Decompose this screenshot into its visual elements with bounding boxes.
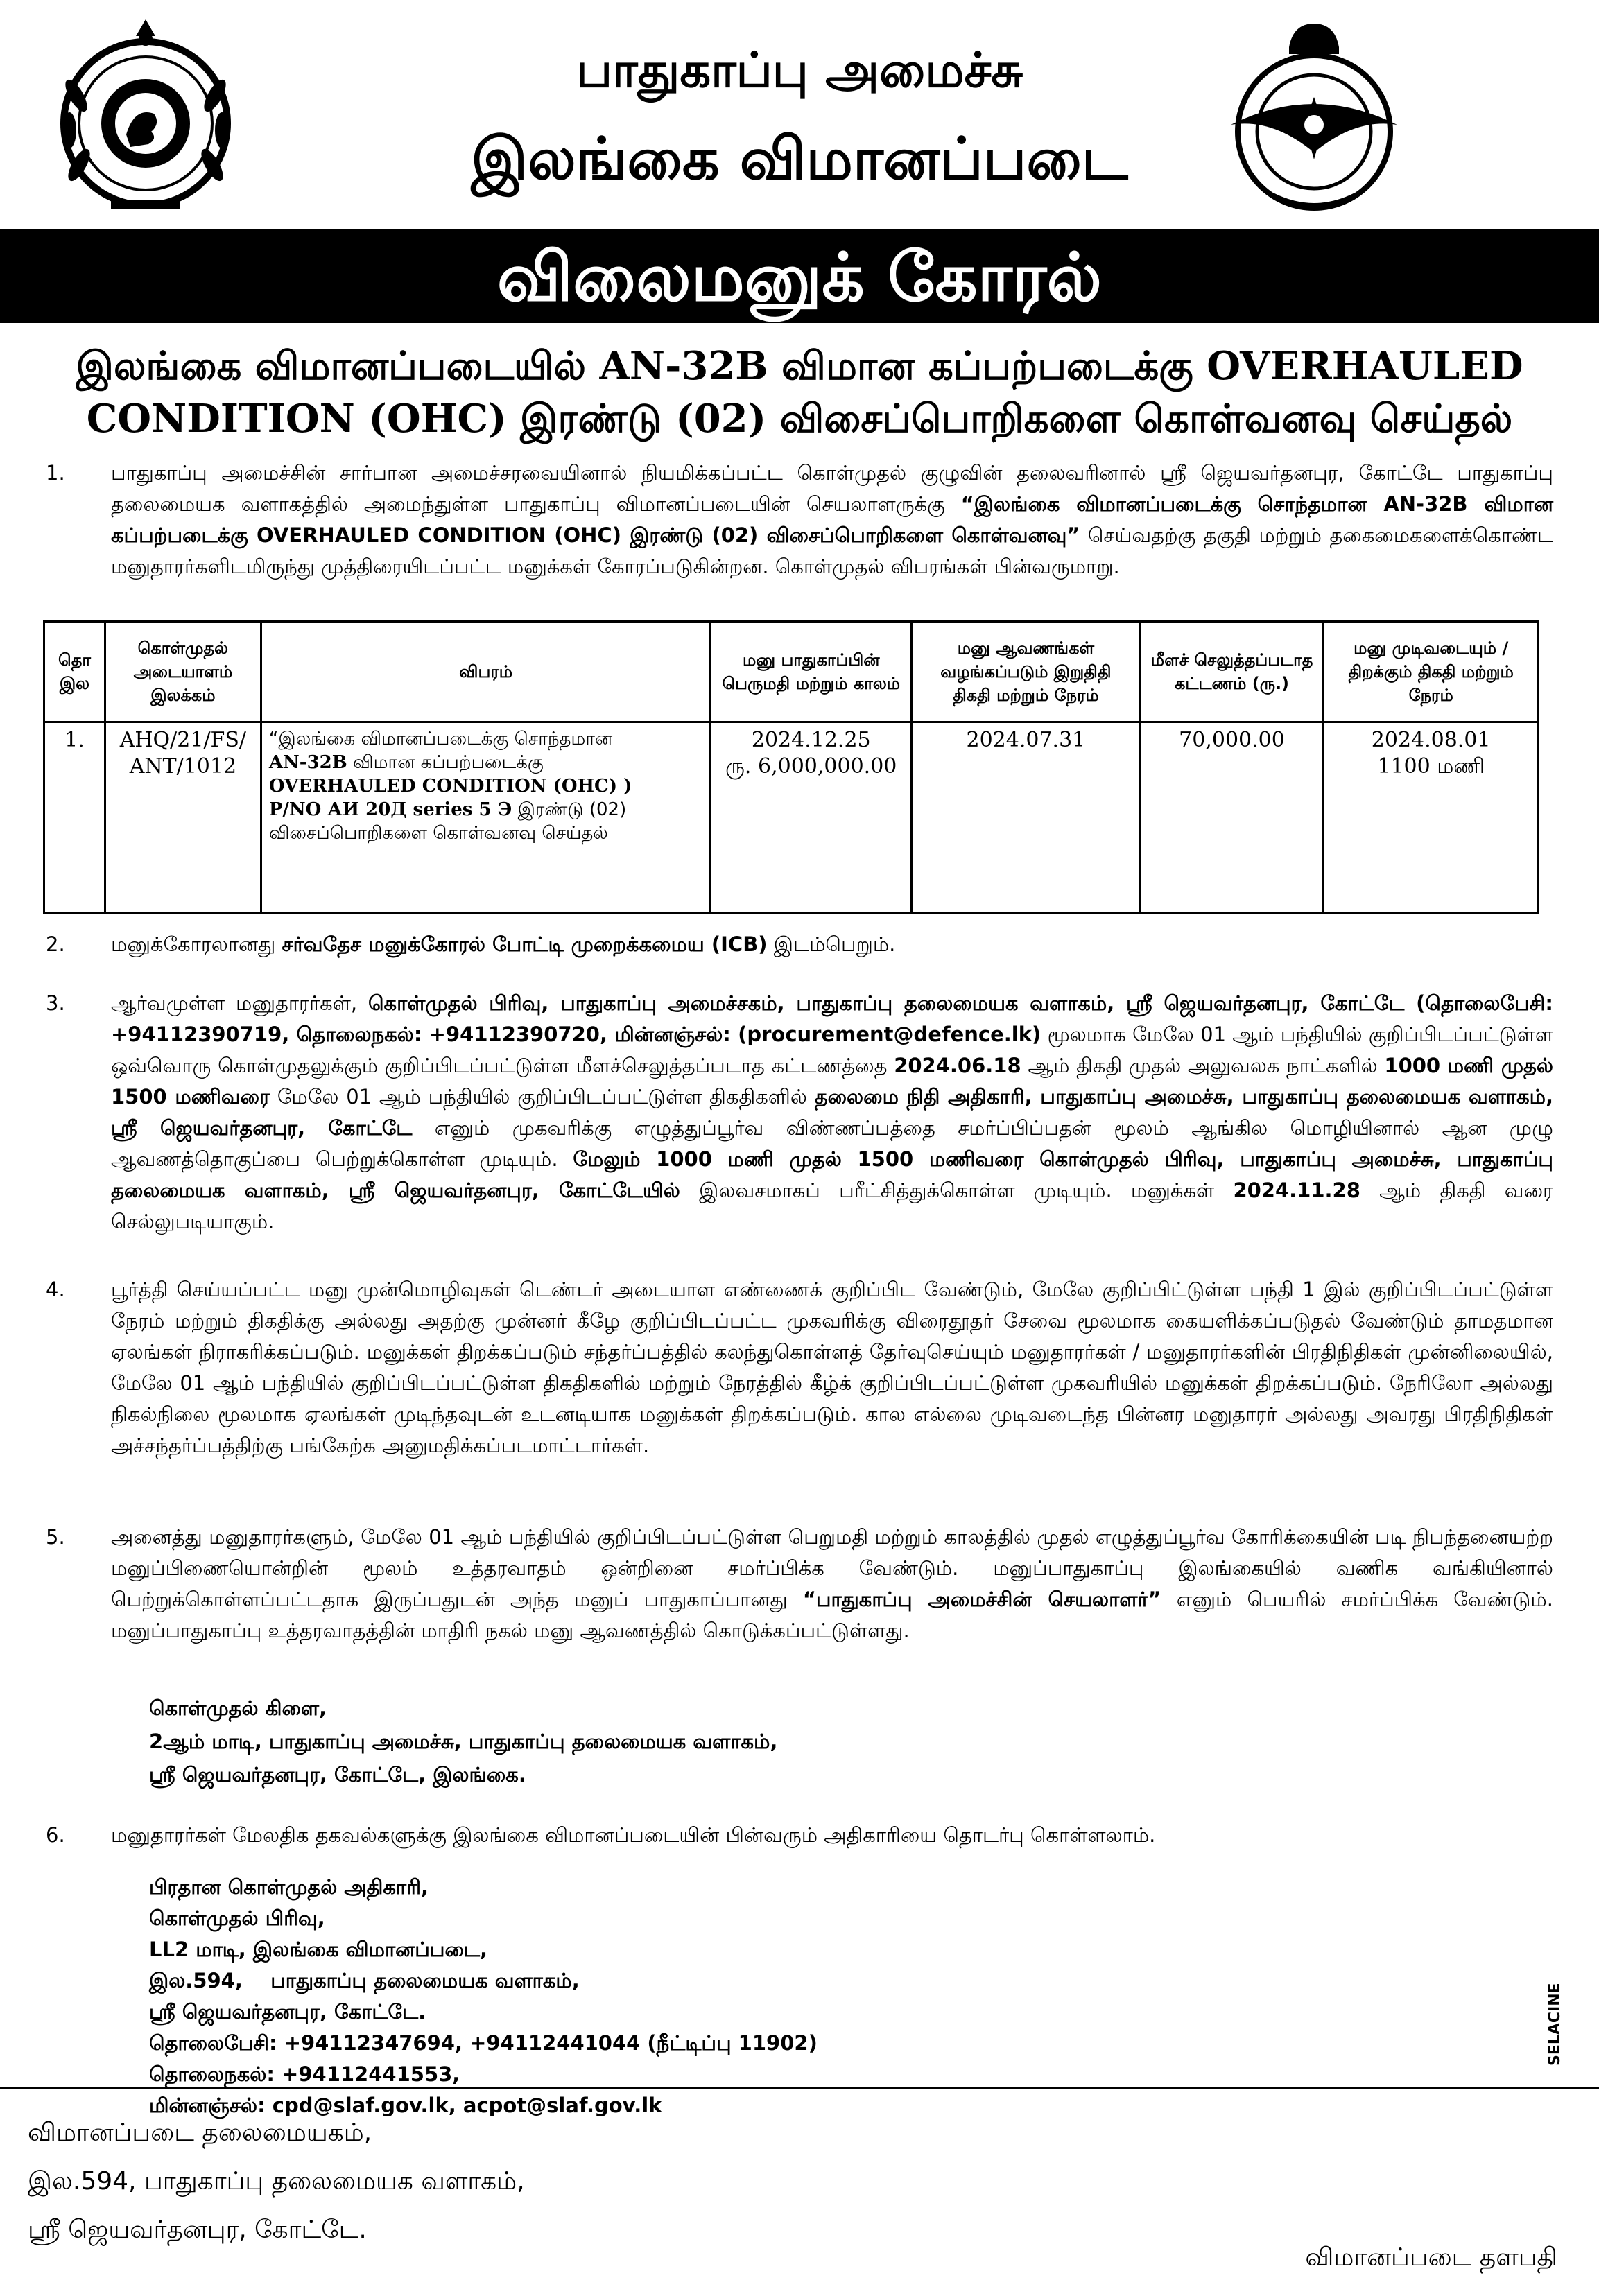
paragraph-1-number: 1.	[46, 461, 65, 485]
paragraph-6-number: 6.	[46, 1823, 65, 1847]
tender-banner: விலைமனுக் கோரல்	[0, 232, 1599, 323]
address1-line-2: 2ஆம் மாடி, பாதுகாப்பு அமைச்சு, பாதுகாப்பு தலைமையக வளாகம்,	[149, 1730, 778, 1753]
agency-side-mark	[1532, 1899, 1595, 2073]
p1-text-b: “இலங்கை விமானப்படைக்கு சொந்தமான AN-32B விமான கப்பற்படைக்கு OVERHAULED CONDITION (OHC) இரண்டு (02) விசைப்பொறிகளை கொள்வனவு”	[111, 492, 1553, 547]
paragraph-2-number: 2.	[46, 932, 65, 956]
p3-text-g: மேலே 01 ஆம் பந்தியில் குறிப்பிடப்பட்டுள்ள திகதிகளில்	[270, 1085, 815, 1108]
p5-text-c: எனும் பெயரில் சமர்ப்பிக்க வேண்டும். மனுப்பாதுகாப்பு உத்தரவாதத்தின் மாதிரி நகல் மனு ஆவணத்தில் கொடுக்கப்பட்டுள்ளது.	[111, 1588, 1553, 1642]
desc-e: P/NO АИ 20Д series 5 Э	[268, 799, 512, 820]
footer-line-2: இல.594, பாதுகாப்பு தலைமையக வளாகம்,	[28, 2167, 525, 2195]
cell-bid-security	[711, 722, 912, 913]
address2-line-7: தொலைநகல்: +94112441553,	[149, 2062, 460, 2086]
security-amount: ரு. 6,000,000.00	[725, 754, 897, 779]
cell-fee: 70,000.00	[1140, 722, 1324, 913]
footer-signatory: விமானப்படை தளபதி	[1305, 2243, 1557, 2272]
ministry-name: பாதுகாப்பு அமைச்சு	[576, 42, 1023, 98]
header	[0, 0, 1599, 232]
p3-text-i: எனும் முகவரிக்கு எழுத்துப்பூர்வ விண்ணப்பத்தை சமர்ப்பிப்பதன் மூலம் ஆங்கில மொழியினால் ஆன முழு ஆவணத்தொகுப்பை பெற்றுக்கொள்ள முடியும்.	[111, 1116, 1553, 1171]
table-header-row	[44, 622, 1539, 722]
p3-text-l: 2024.11.28	[1233, 1179, 1360, 1202]
desc-b: AN-32B	[268, 752, 347, 773]
closing-time: 1100 மணி	[1377, 754, 1485, 779]
p5-text-b: “பாதுகாப்பு அமைச்சின் செயலாளர்”	[802, 1588, 1161, 1611]
cell-description	[261, 722, 711, 913]
footer-line-1: விமானப்படை தலைமையகம்,	[28, 2119, 372, 2147]
p3-text-k: இலவசமாகப் பரீட்சித்துக்கொள்ள முடியும். மனுக்கள்	[680, 1179, 1234, 1202]
p3-text-j: மேலும் 1000 மணி முதல் 1500 மணிவரை கொள்முதல் பிரிவு, பாதுகாப்பு அமைச்சு, பாதுகாப்பு தலைமையக வளாகம், ஸ்ரீ ஜெயவர்தனபுர, கோட்டேயில்	[111, 1147, 1553, 1202]
cell-serial: 1.	[44, 722, 105, 913]
header-issue-deadline: மனு ஆவணங்கள் வழங்கப்படும் இறுதிதி திகதி மற்றும் நேரம்	[912, 622, 1141, 722]
header-closing: மனு முடிவடையும் / திறக்கும் திகதி மற்றும் நேரம்	[1324, 622, 1539, 722]
cell-reference: AHQ/21/FS/ ANT/1012	[105, 722, 261, 913]
paragraph-4: பூர்த்தி செய்யப்பட்ட மனு முன்மொழிவுகள் டெண்டர் அடையாள எண்ணைக் குறிப்பிட வேண்டும், மேலே குறிப்பிட்டுள்ள பந்தி 1 இல் குறிப்பிடப்பட்டுள்ள நேரம் மற்றும் திகதிக்கு அல்லது அதற்கு முன்னர் கீழே குறிப்பிடப்பட்ட முகவரிக்கு விரைதூதர் சேவை மூலமாக கையளிக்கப்படுதல் வேண்டும் தாமதமான ஏலங்கள் நிராகரிக்கப்படும். மனுக்கள் திறக்கப்படும் சந்தர்ப்பத்தில் கலந்துகொள்ளத் தேர்வுசெய்யும் மனுதாரர்கள் / மனுதாரர்களின் பிரதிநிதிகள் முன்னிலையில், மேலே 01 ஆம் பந்தியில் குறிப்பிடப்பட்டுள்ள திகதிகளில் மற்றும் நேரத்தில் கீழ்க் குறிப்பிடப்பட்டுள்ள முகவரியில் மனுக்கள் திறக்கப்படும். நேரிலோ அல்லது நிகல்நிலை மூலமாக ஏலங்கள் முடிந்தவுடன் உடனடியாக மனுக்கள் திறக்கப்படும். கால எல்லை முடிவடைந்த பின்னர மனுதாரர் அல்லது அவரது பிரதிநிதிகள் அச்சந்தர்ப்பத்திற்கு பங்கேற்க அனுமதிக்கப்படமாட்டார்கள்.	[111, 1278, 1553, 1457]
table-row	[44, 722, 1539, 913]
contact-officer-address	[149, 1872, 818, 2121]
address1-line-3: ஸ்ரீ ஜெயவர்தனபுர, கோட்டே, இலங்கை.	[149, 1763, 526, 1786]
paragraph-1	[111, 458, 1553, 582]
agency-mark-text: SELACINE	[1546, 1983, 1564, 2066]
p3-text-m: ஆம் திகதி வரை செல்லுபடியாகும்.	[111, 1179, 1553, 1233]
p5-text-a: அனைத்து மனுதாரர்களும், மேலே 01 ஆம் பந்தியில் குறிப்பிடப்பட்டுள்ள பெறுமதி மற்றும் காலத்தில் முதல் எழுத்துப்பூர்வ கோரிக்கையின் படி நிபந்தனையற்ற மனுப்பிணையொன்றின் மூலம் உத்தரவாதம் ஒன்றினை சமர்ப்பிக்க வேண்டும். மனுப்பாதுகாப்பு இலங்கையில் வணிக வங்கியினால் பெற்றுக்கொள்ளப்பட்டதாக இருப்பதுடன் அந்த மனுப் பாதுகாப்பானது	[111, 1525, 1553, 1611]
p1-text-c: செய்வதற்கு தகுதி மற்றும் தகைமைகளைக்கொண்ட மனுதாரர்களிடமிருந்து முத்திரையிடப்பட்ட மனுக்கள் கோரப்படுகின்றன. கொள்முதல் விபரங்கள் பின்வருமாறு.	[111, 523, 1553, 578]
title-line-1: இலங்கை விமானப்படையில் AN-32B விமான கப்பற்படைக்கு OVERHAULED	[76, 343, 1523, 389]
air-force-name: இலங்கை விமானப்படை	[471, 125, 1128, 193]
p2-text-a: மனுக்கோரலானது	[111, 932, 282, 956]
header-bid-security: மனு பாதுகாப்பின் பெருமதி மற்றும் காலம்	[711, 622, 912, 722]
address2-line-1: பிரதான கொள்முதல் அதிகாரி,	[149, 1875, 429, 1899]
paragraph-6: மனுதாரர்கள் மேலதிக தகவல்களுக்கு இலங்கை விமானப்படையின் பின்வரும் அதிகாரியை தொடர்பு கொள்ளலாம்.	[111, 1823, 1156, 1847]
address1-line-1: கொள்முதல் கிளை,	[149, 1696, 327, 1720]
cell-closing	[1324, 722, 1539, 913]
header-reference: கொள்முதல் அடையாளம் இலக்கம்	[105, 622, 261, 722]
title-line-2: CONDITION (OHC) இரண்டு (02) விசைப்பொறிகளை கொள்வனவு செய்தல்	[86, 396, 1513, 442]
p3-text-f: 1000 மணி முதல் 1500 மணிவரை	[111, 1054, 1553, 1108]
paragraph-5	[111, 1522, 1553, 1646]
desc-f: இரண்டு (02) விசைப்பொறிகளை கொள்வனவு செய்தல்	[268, 799, 627, 844]
desc-d: OVERHAULED CONDITION (OHC) )	[268, 776, 632, 797]
desc-a: “இலங்கை விமானப்படைக்கு சொந்தமான	[268, 729, 613, 749]
address2-line-6: தொலைபேசி: +94112347694, +94112441044 (நீட்டிப்பு 11902)	[149, 2031, 818, 2055]
paragraph-4-number: 4.	[46, 1278, 65, 1301]
address2-line-2: கொள்முதல் பிரிவு,	[149, 1906, 325, 1930]
p3-text-h: தலைமை நிதி அதிகாரி, பாதுகாப்பு அமைச்சு, பாதுகாப்பு தலைமையக வளாகம், ஸ்ரீ ஜெயவர்தனபுர, கோட்டே	[111, 1085, 1553, 1140]
address2-line-3: LL2 மாடி, இலங்கை விமானப்படை,	[149, 1938, 487, 1961]
notice-title	[42, 340, 1557, 445]
p2-text-c: இடம்பெறும்.	[767, 932, 896, 956]
p1-text-a: பாதுகாப்பு அமைச்சின் சார்பான அமைச்சரவையினால் நியமிக்கப்பட்ட கொள்முதல் குழுவின் தலைவரினால் ஸ்ரீ ஜெயவர்தனபுர, கோட்டே பாதுகாப்பு தலைமையக வளாகத்தில் அமைந்துள்ள பாதுகாப்பு விமானப்படையின் செயலாளருக்கு	[111, 461, 1553, 516]
address2-line-4: இல.594, பாதுகாப்பு தலைமையக வளாகம்,	[149, 1969, 580, 1992]
paragraph-3	[111, 988, 1553, 1237]
header-description: விபரம்	[261, 622, 711, 722]
header-fee: மீளச் செலுத்தப்படாத கட்டணம் (ரு.)	[1140, 622, 1324, 722]
footer	[0, 2087, 1599, 2296]
footer-address	[28, 2109, 525, 2254]
footer-line-3: ஸ்ரீ ஜெயவர்தனபுர, கோட்டே.	[28, 2216, 367, 2244]
security-date: 2024.12.25	[751, 728, 871, 752]
paragraph-2	[111, 929, 1553, 960]
p3-text-b: கொள்முதல் பிரிவு, பாதுகாப்பு அமைச்சகம், பாதுகாப்பு தலைமையக வளாகம், ஸ்ரீ ஜெயவர்தனபுர, கோட்டே (தொலைபேசி: +94112390719, தொலைநகல்: +94112390720, மின்னஞ்சல்: (procurement@defence.lk)	[111, 991, 1553, 1046]
procurement-branch-address	[149, 1691, 777, 1791]
p3-text-e: ஆம் திகதி முதல் அலுவலக நாட்களில்	[1021, 1054, 1385, 1077]
procurement-table	[43, 620, 1539, 914]
desc-c: விமான கப்பற்படைக்கு	[347, 752, 544, 773]
paragraph-5-number: 5.	[46, 1525, 65, 1549]
paragraph-3-number: 3.	[46, 991, 65, 1015]
p3-text-a: ஆர்வமுள்ள மனுதாரர்கள்,	[111, 991, 368, 1015]
cell-issue-date: 2024.07.31	[912, 722, 1141, 913]
closing-date: 2024.08.01	[1371, 728, 1491, 752]
address2-line-5: ஸ்ரீ ஜெயவர்தனபுர, கோட்டே.	[149, 2000, 426, 2024]
header-serial: தொ இல	[44, 622, 105, 722]
address2-line-8: மின்னஞ்சல்: cpd@slaf.gov.lk, acpot@slaf.gov.lk	[149, 2094, 662, 2117]
p3-text-d: 2024.06.18	[894, 1054, 1021, 1077]
air-force-crest-icon	[1217, 14, 1411, 222]
p3-text-c: மூலமாக மேலே 01 ஆம் பந்தியில் குறிப்பிடப்பட்டுள்ள ஒவ்வொரு கொள்முதலுக்கும் குறிப்பிடப்பட்டுள்ள மீளச்செலுத்தப்படாத கட்டணத்தை	[111, 1023, 1553, 1077]
p2-text-b: சர்வதேச மனுக்கோரல் போட்டி முறைக்கமைய (ICB)	[282, 932, 768, 956]
